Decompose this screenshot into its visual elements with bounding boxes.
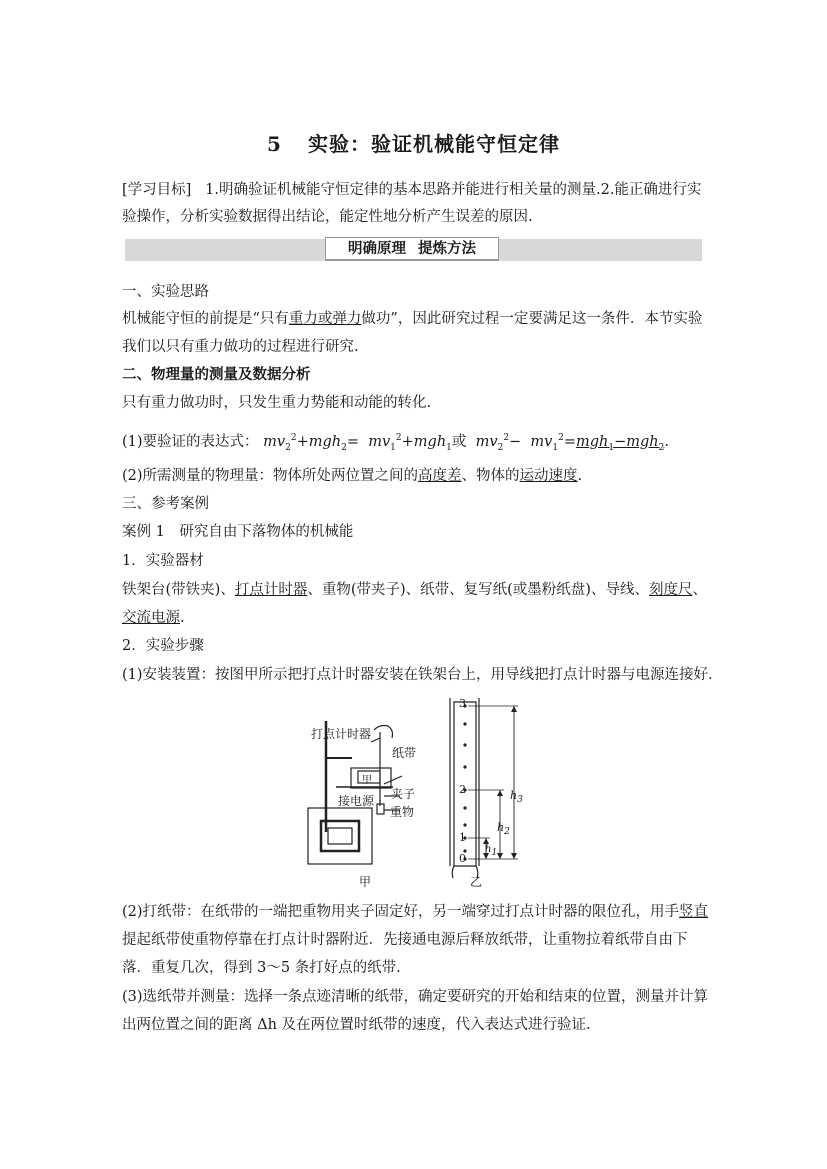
stand-base-inner (328, 828, 352, 844)
caption-yi: 乙 (470, 875, 483, 889)
page-title (0, 128, 827, 157)
case-1-heading: 案例 1 研究自由下落物体的机械能 (122, 524, 354, 540)
label-jia-box: 甲 (362, 775, 372, 786)
apparatus-figure (300, 696, 540, 892)
s2-formula-line: (1)要验证的表达式： $mv_2^2+mgh_2= mv_1^2+mgh_1$或 $mv_2^2- mv_1^2=mgh_1-mgh_2$. (122, 433, 669, 453)
label-weight: 重物 (390, 805, 415, 819)
title-number: 5 (267, 132, 282, 156)
s2-heading: 二、物理量的测量及数据分析 (122, 366, 311, 383)
point-0: 0 (459, 852, 466, 865)
label-timer: 打点计时器 (311, 727, 372, 741)
hand-sketch (374, 726, 393, 739)
s2-formula-2: (2)所需测量的物理量：物体所处两位置之间的高度差、物体的运动速度. (122, 468, 583, 484)
s1-paragraph-1: 机械能守恒的前提是“只有重力或弹力做功”，因此研究过程一定要满足这一条件．本节实验 (122, 311, 703, 327)
step-3-line-1: (3)选纸带并测量：选择一条点迹清晰的纸带，确定要研究的开始和结束的位置，测量并计算 (122, 989, 709, 1005)
s1-heading: 一、实验思路 (122, 284, 209, 300)
item-2-heading: 2．实验步骤 (122, 638, 204, 654)
label-h1: $h_1$ (485, 844, 498, 858)
label-tape: 纸带 (392, 746, 417, 760)
step-2-line-1: (2)打纸带：在纸带的一端把重物用夹子固定好，另一端穿过打点计时器的限位孔，用手竖直 (122, 904, 709, 920)
goals-line-2: 验操作，分析实验数据得出结论，能定性地分析产生误差的原因. (122, 209, 533, 225)
point-2: 2 (459, 783, 466, 796)
step-2-line-3: 落．重复几次，得到 3～5 条打好点的纸带. (122, 960, 401, 976)
label-h3: $h_3$ (510, 789, 523, 806)
underlined-answer: 重力或弹力 (288, 311, 362, 327)
label-clip: 夹子 (391, 787, 416, 801)
step-2-line-2: 提起纸带使重物停靠在打点计时器附近．先接通电源后释放纸带，让重物拉着纸带自由下 (122, 932, 688, 948)
materials-line-2: 交流电源. (122, 610, 185, 626)
goals-label: [学习目标] (122, 182, 192, 198)
title-text: 实验：验证机械能守恒定律 (307, 132, 560, 156)
step-3-line-2: 出两位置之间的距离 Δh 及在两位置时纸带的速度，代入表达式进行验证. (122, 1017, 591, 1033)
goals-line-1: [学习目标] 1.明确验证机械能守恒定律的基本思路并能进行相关量的测量.2.能正确进行实 (122, 182, 702, 198)
s2-paragraph-1: 只有重力做功时，只发生重力势能和动能的转化. (122, 395, 432, 411)
s1-paragraph-2: 我们以只有重力做功的过程进行研究. (122, 339, 359, 355)
s3-heading: 三、参考案例 (122, 496, 209, 512)
step-1: (1)安装装置：按图甲所示把打点计时器安装在铁架台上，用导线把打点计时器与电源连接好． (122, 667, 723, 683)
label-power: 接电源 (338, 794, 375, 808)
point-1: 1 (459, 831, 466, 844)
caption-jia: 甲 (359, 875, 372, 889)
section-banner: 明确原理 提炼方法 (325, 237, 499, 261)
materials-line-1: 铁架台(带铁夹)、打点计时器、重物(带夹子)、纸带、复写纸(或墨粉纸盘)、导线、刻度尺、 (122, 582, 707, 598)
item-1-heading: 1．实验器材 (122, 553, 204, 569)
label-h2: $h_2$ (497, 821, 510, 838)
point-3: 3 (459, 697, 466, 710)
stand-base-plate (308, 808, 372, 864)
